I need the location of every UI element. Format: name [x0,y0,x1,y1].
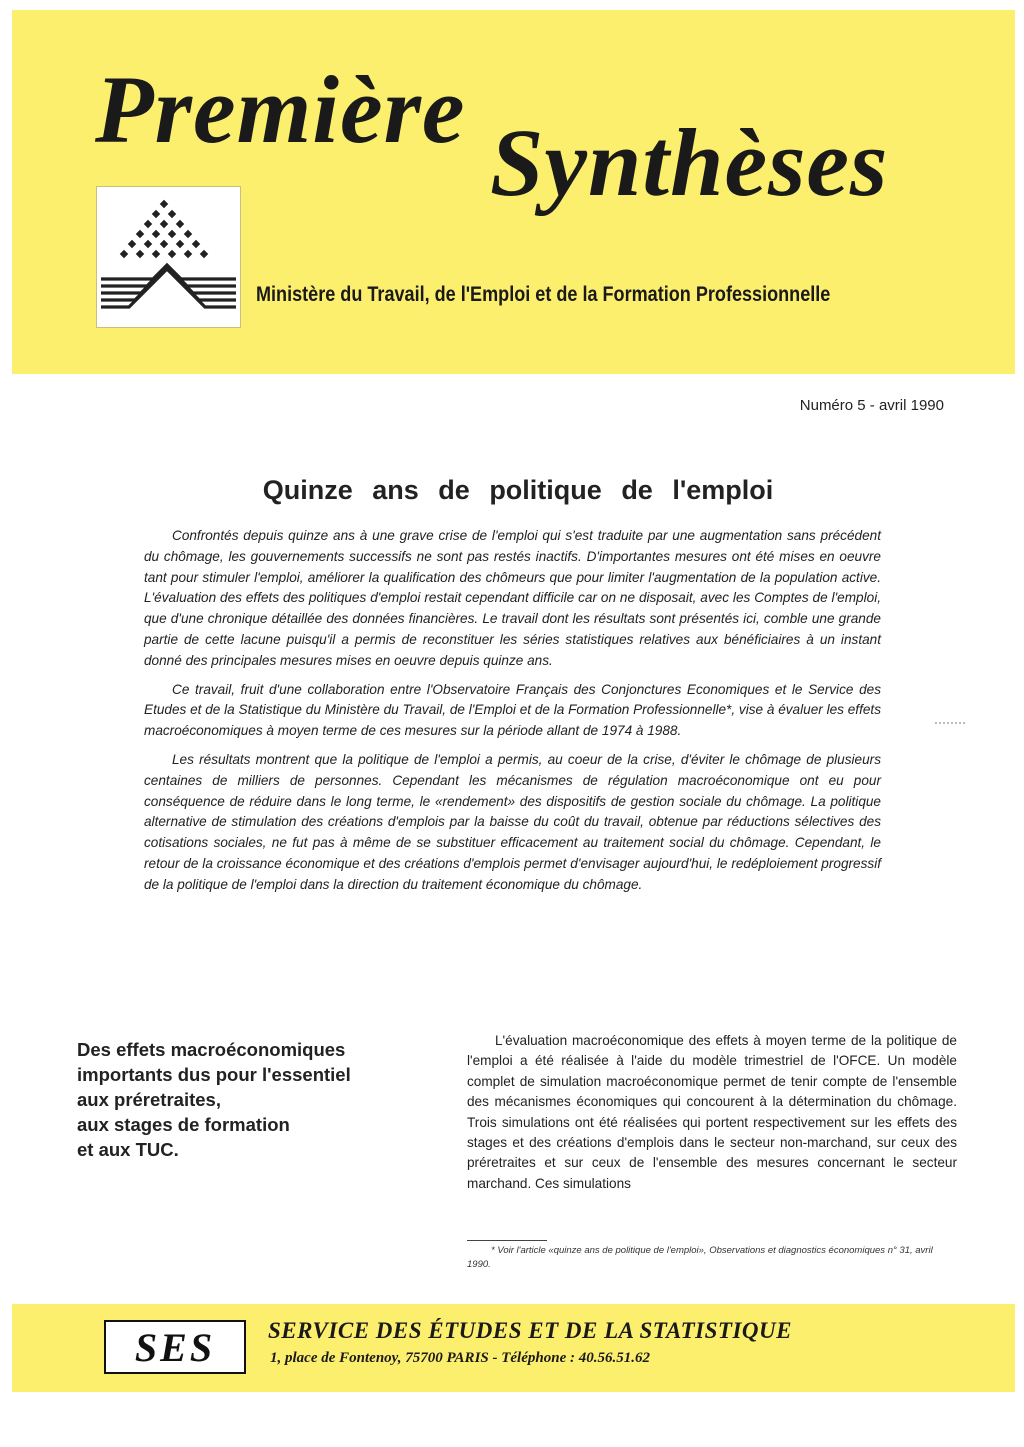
ses-logo: SES [104,1320,246,1374]
section-heading-line: aux stages de formation [77,1114,290,1135]
abstract-paragraph-2: Ce travail, fruit d'une collaboration entre l'Observatoire Français des Conjonctures Economiques et le Service des Etudes et de la Statistique du Ministère du Travail, de l'Emploi et de la Formation Professionnelle*, vise à évaluer les effets macroéconomiques à moyen terme de ces mesures sur la période allant de 1974 à 1988. [144,681,881,739]
publication-title-premiere: Première [95,56,466,163]
section-heading-line: et aux TUC. [77,1139,179,1160]
section-heading-line: Des effets macroéconomiques [77,1039,346,1060]
section-heading-line: importants dus pour l'essentiel [77,1064,351,1085]
article-title-word: politique [489,475,602,505]
margin-mark [935,722,965,724]
article-title-word: ans [372,475,419,505]
body-paragraph: L'évaluation macroéconomique des effets à moyen terme de la politique de l'emploi a été réalisée à l'aide du modèle trimestriel de l'OFCE. Un modèle complet de simulation macroéconomique permet de tenir compte de l'ensemble des mécanismes économiques qui concourent à la détermination du chômage. Trois simulations ont été réalisées qui portent respectivement sur les effets des stages et des créations d'emplois dans le secteur non-marchand, sur ceux des préretraites et sur ceux de l'ensemble des mesures concernant le secteur marchand. Ces simulations [467,1033,957,1191]
section-heading [77,1037,407,1162]
article-title-word: de [438,475,470,505]
body-text-column [467,1031,957,1194]
service-address: 1, place de Fontenoy, 75700 PARIS - Téléphone : 40.56.51.62 [270,1350,650,1366]
article-title-word: l'emploi [672,475,774,505]
issue-number-date: Numéro 5 - avril 1990 [799,397,944,414]
footnote: * Voir l'article «quinze ans de politique de l'emploi», Observations et diagnostics économiques n° 31, avril 1990. [467,1245,933,1270]
article-title [0,475,1024,506]
section-heading-line: aux préretraites, [77,1089,221,1110]
abstract-paragraph-1: Confrontés depuis quinze ans à une grave crise de l'emploi qui s'est traduite par une augmentation sans précédent du chômage, les gouvernements successifs ne sont pas restés inactifs. D'importantes mesures ont été mises en oeuvre tant pour stimuler l'emploi, améliorer la qualification des chômeurs que pour limiter l'augmentation de la population active. L'évaluation des effets des politiques d'emploi restait cependant difficile car on ne disposait, avec les Comptes de l'emploi, que d'une chronique détaillée des données financières. Le travail dont les résultats sont présentés ici, comble une grande partie de cette lacune puisqu'il a permis de reconstituer les séries statistiques relatives aux bénéficiaires à un instant donné des principales mesures mises en oeuvre depuis quinze ans. [144,528,881,668]
publication-title-syntheses: Synthèses [490,109,889,216]
service-name: SERVICE DES ÉTUDES ET DE LA STATISTIQUE [268,1318,792,1343]
article-title-word: de [621,475,653,505]
article-title-word: Quinze [262,475,353,505]
ministry-weave-logo-icon [96,186,241,328]
ministry-name: Ministère du Travail, de l'Emploi et de la Formation Professionnelle [256,283,831,306]
article-abstract [144,526,881,896]
footnote-rule [467,1240,547,1241]
abstract-paragraph-3: Les résultats montrent que la politique de l'emploi a permis, au coeur de la crise, d'éviter le chômage de plusieurs centaines de milliers de personnes. Cependant les mécanismes de régulation macroéconomique ont eu pour conséquence de réduire dans le long terme, le «rendement» des dispositifs de gestion sociale du chômage. La politique alternative de stimulation des créations d'emplois par la baisse du coût du travail, obtenue par réductions sélectives des cotisations sociales, ne fut pas à même de se substituer efficacement au traitement social du chômage. Cependant, le retour de la croissance économique et des créations d'emplois permet d'envisager aujourd'hui, le redéploiement progressif de la politique de l'emploi dans la direction du traitement économique du chômage. [144,751,881,892]
